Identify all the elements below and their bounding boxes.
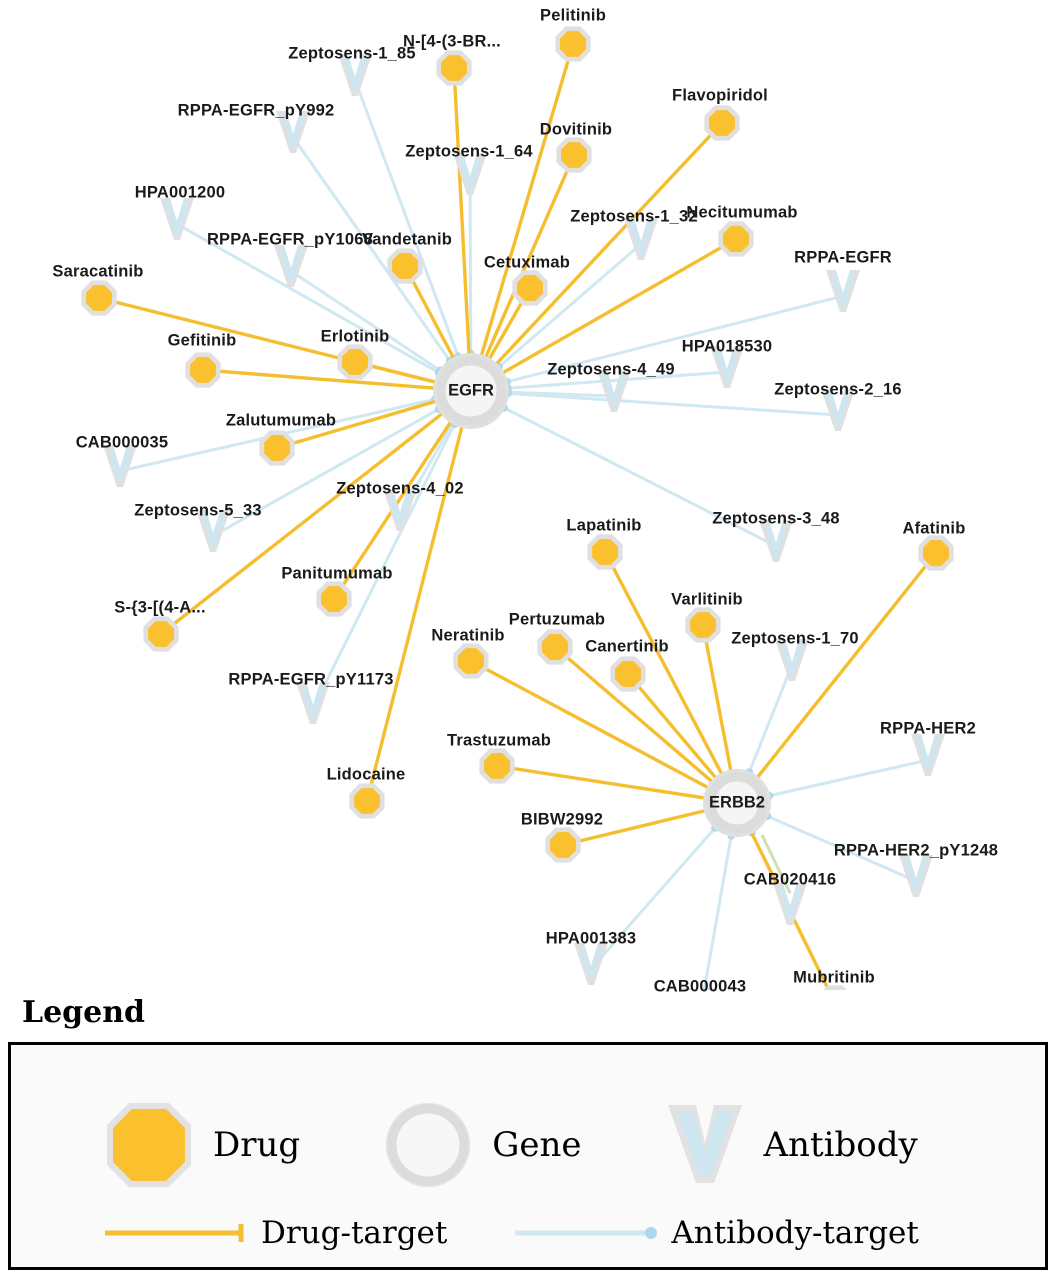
legend-label-antibody-target: Antibody-target xyxy=(671,1215,919,1251)
drug-label: BIBW2992 xyxy=(520,810,604,829)
drug-label: N-[4-(3-BR... xyxy=(403,32,501,51)
drug-label: Dovitinib xyxy=(539,120,613,139)
drug-label: Flavopiridol xyxy=(672,86,768,105)
graph-edge xyxy=(628,674,716,778)
legend-node-gene xyxy=(380,1097,581,1193)
antibody-label: HPA001200 xyxy=(134,183,226,202)
drug-label: Vandetanib xyxy=(361,230,453,249)
legend-title: Legend xyxy=(22,995,146,1030)
graph-edge xyxy=(355,80,458,356)
legend-edge-drug-target xyxy=(103,1215,447,1251)
drug-label: Lapatinib xyxy=(566,516,642,535)
drug-body xyxy=(354,788,380,814)
drug-label: Necitumumab xyxy=(686,203,798,222)
drug-node[interactable] xyxy=(537,629,572,664)
drug-label: Lidocaine xyxy=(326,765,406,784)
graph-edge xyxy=(470,179,471,354)
antibody-node[interactable] xyxy=(160,198,194,240)
drug-label: Saracatinib xyxy=(52,262,144,281)
drug-label: Afatinib xyxy=(902,519,966,538)
drug-icon xyxy=(101,1097,197,1193)
drug-label: Gefitinib xyxy=(167,331,237,350)
drug-body xyxy=(190,357,216,383)
antibody-label: CAB000035 xyxy=(75,433,169,452)
drug-body xyxy=(392,253,418,279)
drug-label: Pertuzumab xyxy=(508,610,606,629)
legend-edge-antibody-target xyxy=(513,1215,918,1251)
drug-body xyxy=(441,55,467,81)
antibody-label: Zeptosens-1_32 xyxy=(570,207,698,226)
drug-label: Trastuzumab xyxy=(447,731,551,750)
graph-edge xyxy=(700,836,731,990)
drug-body xyxy=(458,648,484,674)
drug-body xyxy=(542,634,568,660)
drug-body xyxy=(560,31,586,57)
drug-node[interactable] xyxy=(918,535,953,570)
graph-edge xyxy=(749,665,792,772)
drug-node[interactable] xyxy=(685,607,720,642)
antibody-edge-icon xyxy=(513,1221,661,1245)
drug-body xyxy=(264,435,290,461)
drug-node[interactable] xyxy=(479,748,514,783)
drug-body xyxy=(709,110,735,136)
legend-box xyxy=(8,1042,1048,1270)
drug-node[interactable] xyxy=(185,352,220,387)
antibody-label: RPPA-EGFR_pY992 xyxy=(177,101,335,120)
antibody-label: CAB020416 xyxy=(743,870,837,889)
antibody-label: Zeptosens-4_02 xyxy=(336,479,464,498)
drug-node[interactable] xyxy=(81,280,116,315)
drug-node[interactable] xyxy=(316,581,351,616)
drug-node[interactable] xyxy=(545,827,580,862)
drug-label: S-{3-[(4-A... xyxy=(114,598,206,617)
drug-label: Cetuximab xyxy=(483,253,571,272)
gene-icon xyxy=(380,1097,476,1193)
drug-body xyxy=(86,285,112,311)
drug-node[interactable] xyxy=(512,270,547,305)
drug-body xyxy=(561,142,587,168)
drug-node[interactable] xyxy=(349,783,384,818)
drug-label: Erlotinib xyxy=(320,327,390,346)
drug-node[interactable] xyxy=(610,656,645,691)
drug-label: Panitumumab xyxy=(281,564,393,583)
antibody-node[interactable] xyxy=(574,943,608,985)
drug-node[interactable] xyxy=(556,137,591,172)
legend-node-drug xyxy=(101,1097,300,1193)
antibody-node[interactable] xyxy=(911,734,945,776)
drug-node[interactable] xyxy=(704,105,739,140)
drug-node[interactable] xyxy=(718,221,753,256)
drug-body xyxy=(723,226,749,252)
drug-body xyxy=(550,832,576,858)
drug-node[interactable] xyxy=(555,26,590,61)
drug-label: Neratinib xyxy=(431,626,505,645)
legend-label-antibody: Antibody xyxy=(763,1125,918,1165)
drug-node[interactable] xyxy=(143,616,178,651)
antibody-label: Zeptosens-2_16 xyxy=(774,380,902,399)
drug-node[interactable] xyxy=(453,643,488,678)
gene-label: EGFR xyxy=(448,381,494,400)
drug-node[interactable] xyxy=(436,50,471,85)
drug-body xyxy=(484,753,510,779)
drug-body xyxy=(615,661,641,687)
antibody-label: Zeptosens-3_48 xyxy=(712,509,840,528)
antibody-label: RPPA-EGFR_pY1173 xyxy=(228,670,394,689)
drug-node[interactable] xyxy=(387,248,422,283)
legend-label-drug-target: Drug-target xyxy=(261,1215,448,1251)
drug-body xyxy=(342,349,368,375)
antibody-label: RPPA-EGFR xyxy=(794,248,892,267)
drug-body xyxy=(148,621,174,647)
antibody-label: RPPA-EGFR_pY1068 xyxy=(206,230,374,249)
drug-node[interactable] xyxy=(337,344,372,379)
antibody-label: HPA018530 xyxy=(681,337,773,356)
drug-body xyxy=(517,275,543,301)
drug-label: Mubritinib xyxy=(793,968,875,987)
drug-body xyxy=(321,586,347,612)
drug-label: Canertinib xyxy=(585,637,669,656)
graph-edge xyxy=(769,760,928,796)
graph-edge xyxy=(481,44,573,356)
antibody-label: Zeptosens-4_49 xyxy=(547,360,675,379)
antibody-label: Zeptosens-1_70 xyxy=(731,629,859,648)
gene-label: ERBB2 xyxy=(709,793,765,812)
antibody-node[interactable] xyxy=(826,270,860,312)
drug-label: Varlitinib xyxy=(671,590,743,609)
antibody-label: RPPA-HER2 xyxy=(880,719,976,738)
drug-label: Pelitinib xyxy=(540,6,606,25)
drug-body xyxy=(923,540,949,566)
drug-edge-icon xyxy=(103,1221,251,1245)
antibody-label: HPA001383 xyxy=(545,929,637,948)
drug-node[interactable] xyxy=(587,534,622,569)
legend-label-drug: Drug xyxy=(213,1125,301,1165)
drug-body xyxy=(690,612,716,638)
antibody-label: Zeptosens-1_85 xyxy=(288,44,416,63)
drug-body xyxy=(592,539,618,565)
legend-label-gene: Gene xyxy=(492,1125,582,1165)
legend-node-antibody xyxy=(662,1097,918,1193)
antibody-label: Zeptosens-1_64 xyxy=(405,142,533,161)
antibody-icon xyxy=(662,1097,748,1193)
antibody-label: CAB000043 xyxy=(653,977,747,996)
graph-edge xyxy=(454,68,469,354)
drug-node[interactable] xyxy=(259,430,294,465)
drug-label: Zalutumumab xyxy=(225,411,337,430)
antibody-label: RPPA-HER2_pY1248 xyxy=(833,841,999,860)
antibody-label: Zeptosens-5_33 xyxy=(134,501,262,520)
